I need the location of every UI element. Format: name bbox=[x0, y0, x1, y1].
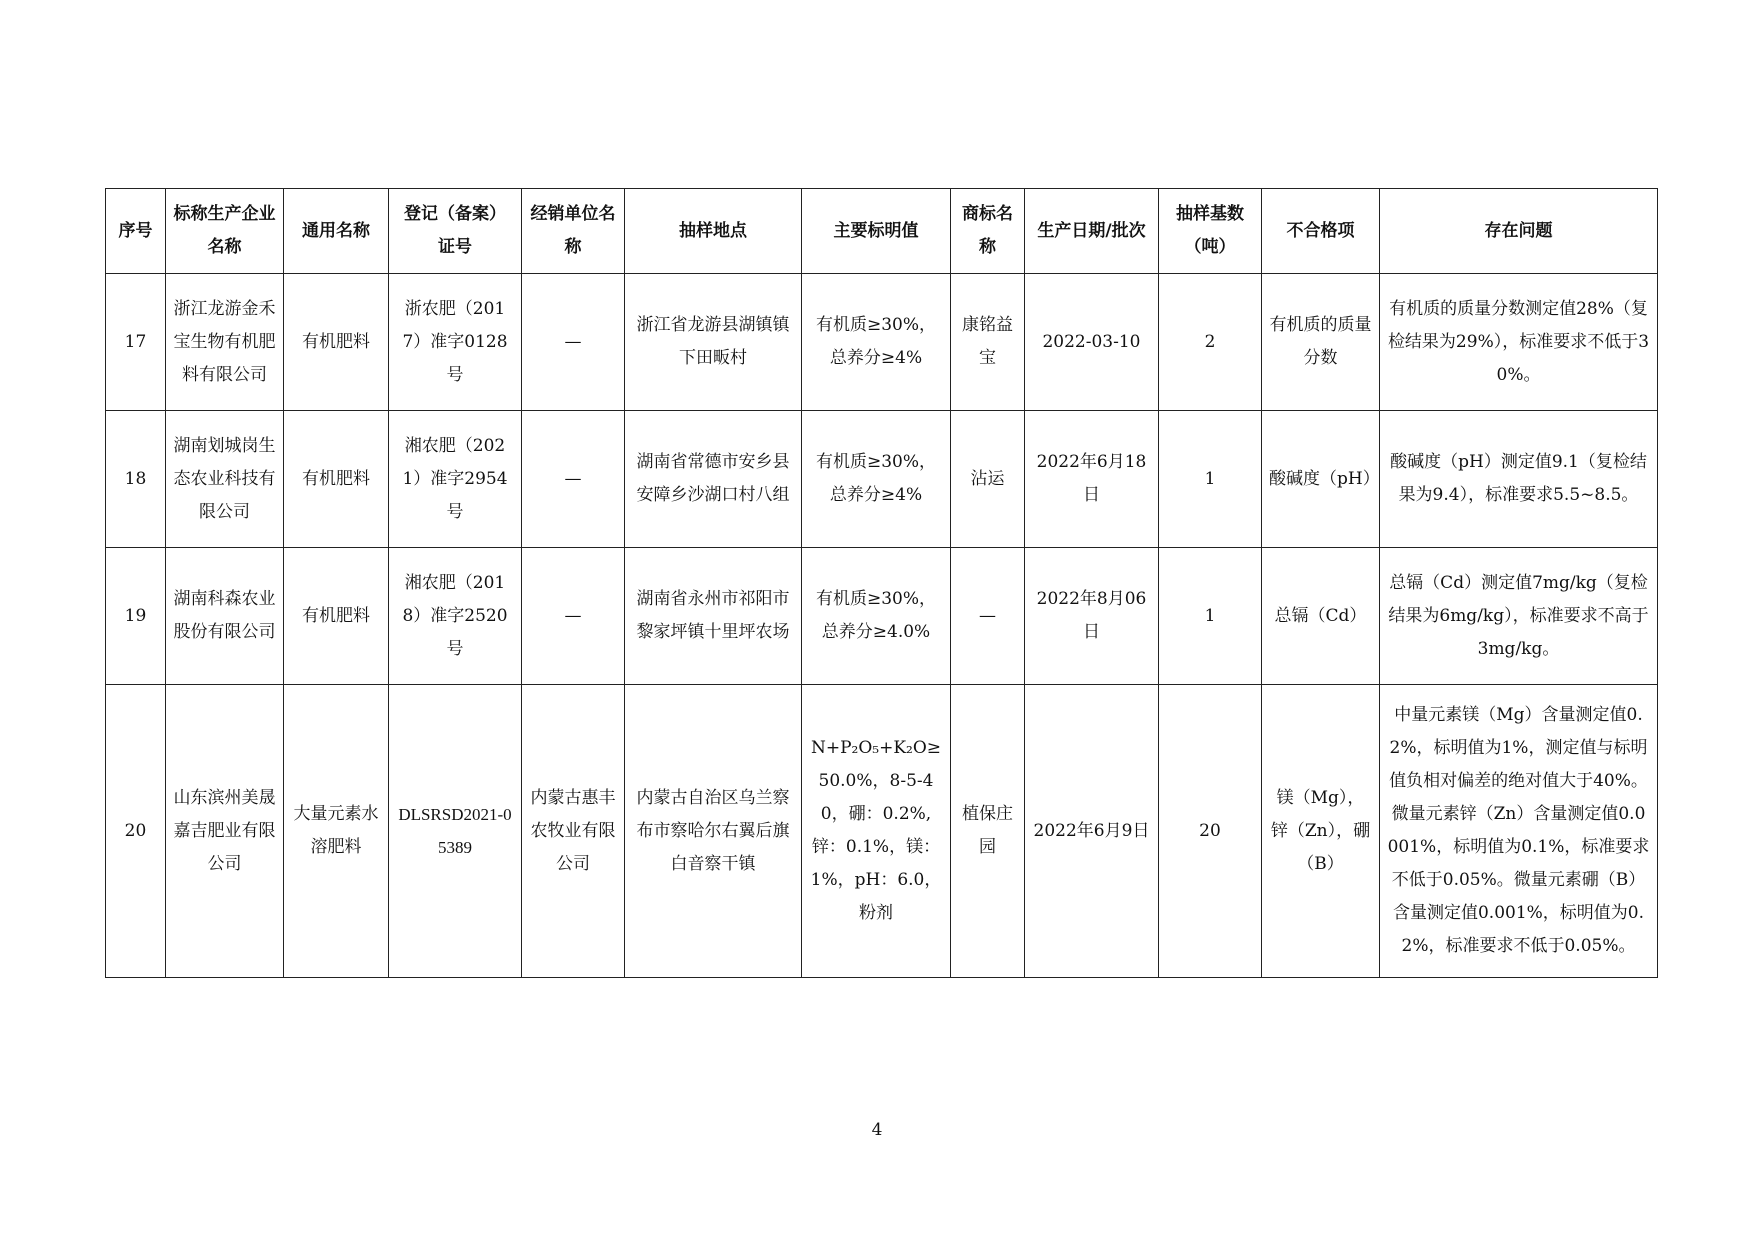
header-main-values: 主要标明值 bbox=[802, 189, 951, 274]
table-header-row bbox=[106, 189, 1658, 274]
cell-serial-number: 19 bbox=[106, 548, 166, 685]
cell-problem: 中量元素镁（Mg）含量测定值0.2%，标明值为1%，测定值与标明值负相对偏差的绝对值大于40%。微量元素锌（Zn）含量测定值0.0001%，标明值为0.1%，标准要求不低于0.05%。微量元素硼（B）含量测定值0.001%，标明值为0.2%，标准要求不低于0.05%。 bbox=[1380, 685, 1658, 978]
header-serial-number: 序号 bbox=[106, 189, 166, 274]
header-common-name: 通用名称 bbox=[284, 189, 389, 274]
cell-brand: 植保庄园 bbox=[951, 685, 1025, 978]
table-row bbox=[106, 411, 1658, 548]
cell-failed-item: 酸碱度（pH） bbox=[1262, 411, 1380, 548]
cell-problem: 酸碱度（pH）测定值9.1（复检结果为9.4），标准要求5.5~8.5。 bbox=[1380, 411, 1658, 548]
cell-problem: 总镉（Cd）测定值7mg/kg（复检结果为6mg/kg），标准要求不高于3mg/kg。 bbox=[1380, 548, 1658, 685]
page-number: 4 bbox=[871, 1120, 883, 1140]
cell-dealer: — bbox=[522, 274, 625, 411]
cell-sampling-base: 1 bbox=[1159, 411, 1262, 548]
cell-sampling-base: 2 bbox=[1159, 274, 1262, 411]
inspection-table bbox=[105, 188, 1658, 978]
cell-production-date: 2022-03-10 bbox=[1025, 274, 1159, 411]
header-failed-item: 不合格项 bbox=[1262, 189, 1380, 274]
cell-failed-item: 镁（Mg），锌（Zn），硼（B） bbox=[1262, 685, 1380, 978]
cell-sampling-location: 浙江省龙游县湖镇镇下田畈村 bbox=[625, 274, 802, 411]
cell-sampling-base: 1 bbox=[1159, 548, 1262, 685]
cell-common-name: 有机肥料 bbox=[284, 548, 389, 685]
cell-sampling-location: 湖南省永州市祁阳市黎家坪镇十里坪农场 bbox=[625, 548, 802, 685]
cell-dealer: — bbox=[522, 411, 625, 548]
cell-main-values: N+P₂O₅+K₂O≥50.0%，8-5-40，硼：0.2%,锌：0.1%，镁：1%，pH：6.0，粉剂 bbox=[802, 685, 951, 978]
cell-production-date: 2022年6月9日 bbox=[1025, 685, 1159, 978]
cell-brand: — bbox=[951, 548, 1025, 685]
cell-problem: 有机质的质量分数测定值28%（复检结果为29%），标准要求不低于30%。 bbox=[1380, 274, 1658, 411]
cell-brand: 康铭益宝 bbox=[951, 274, 1025, 411]
header-sampling-base: 抽样基数（吨） bbox=[1159, 189, 1262, 274]
cell-company: 湖南划城岗生态农业科技有限公司 bbox=[166, 411, 284, 548]
cell-sampling-base: 20 bbox=[1159, 685, 1262, 978]
cell-registration-number: 湘农肥（2021）准字2954号 bbox=[389, 411, 522, 548]
cell-common-name: 有机肥料 bbox=[284, 411, 389, 548]
cell-brand: 沾运 bbox=[951, 411, 1025, 548]
header-sampling-location: 抽样地点 bbox=[625, 189, 802, 274]
table-row bbox=[106, 685, 1658, 978]
header-production-date: 生产日期/批次 bbox=[1025, 189, 1159, 274]
header-problem: 存在问题 bbox=[1380, 189, 1658, 274]
cell-common-name: 有机肥料 bbox=[284, 274, 389, 411]
cell-main-values: 有机质≥30%，总养分≥4% bbox=[802, 274, 951, 411]
header-registration-number: 登记（备案）证号 bbox=[389, 189, 522, 274]
header-company: 标称生产企业名称 bbox=[166, 189, 284, 274]
cell-serial-number: 18 bbox=[106, 411, 166, 548]
table-row bbox=[106, 274, 1658, 411]
header-brand: 商标名称 bbox=[951, 189, 1025, 274]
cell-company: 湖南科森农业股份有限公司 bbox=[166, 548, 284, 685]
cell-dealer: — bbox=[522, 548, 625, 685]
cell-serial-number: 17 bbox=[106, 274, 166, 411]
cell-company: 山东滨州美晟嘉吉肥业有限公司 bbox=[166, 685, 284, 978]
cell-registration-number: 浙农肥（2017）准字0128号 bbox=[389, 274, 522, 411]
cell-common-name: 大量元素水溶肥料 bbox=[284, 685, 389, 978]
cell-main-values: 有机质≥30%，总养分≥4% bbox=[802, 411, 951, 548]
header-dealer: 经销单位名称 bbox=[522, 189, 625, 274]
cell-dealer: 内蒙古惠丰农牧业有限公司 bbox=[522, 685, 625, 978]
cell-main-values: 有机质≥30%，总养分≥4.0% bbox=[802, 548, 951, 685]
table-row bbox=[106, 548, 1658, 685]
cell-serial-number: 20 bbox=[106, 685, 166, 978]
cell-failed-item: 有机质的质量分数 bbox=[1262, 274, 1380, 411]
cell-production-date: 2022年8月06日 bbox=[1025, 548, 1159, 685]
cell-production-date: 2022年6月18日 bbox=[1025, 411, 1159, 548]
cell-registration-number: DLSRSD2021-05389 bbox=[389, 685, 522, 978]
cell-sampling-location: 内蒙古自治区乌兰察布市察哈尔右翼后旗白音察干镇 bbox=[625, 685, 802, 978]
cell-failed-item: 总镉（Cd） bbox=[1262, 548, 1380, 685]
cell-sampling-location: 湖南省常德市安乡县安障乡沙湖口村八组 bbox=[625, 411, 802, 548]
cell-registration-number: 湘农肥（2018）准字2520号 bbox=[389, 548, 522, 685]
cell-company: 浙江龙游金禾宝生物有机肥料有限公司 bbox=[166, 274, 284, 411]
